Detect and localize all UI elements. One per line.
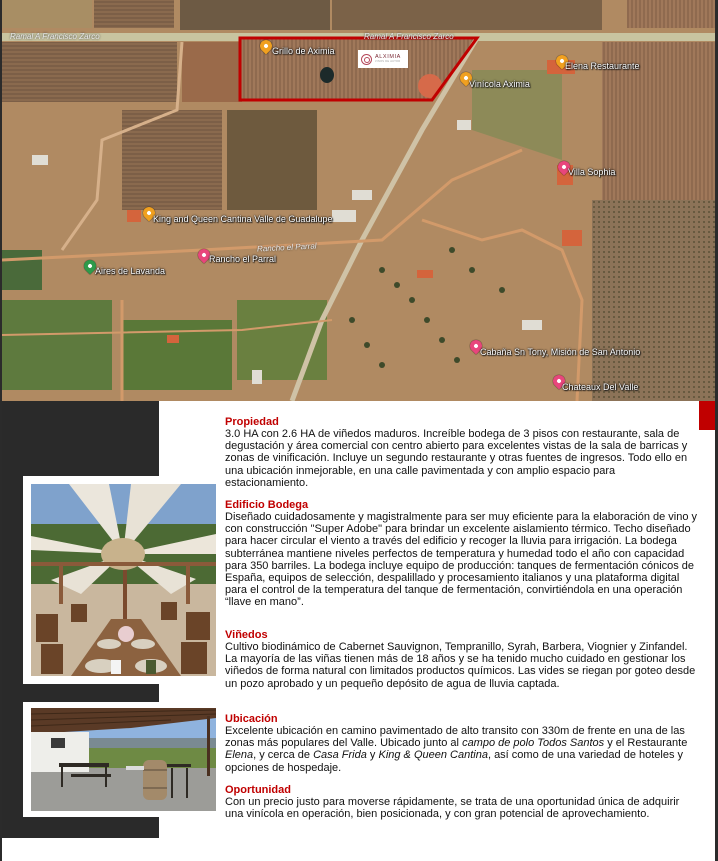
text-run: y — [366, 749, 379, 762]
text-run: , así como de una variedad de hoteles y opciones de hospedaje. — [225, 749, 684, 774]
section-body: 3.0 HA con 2.6 HA de viñedos maduros. Increíble bodega de 3 pisos con restaurante, sala de degustación y área comercial con centro abierto para excelentes vistas de la sala de barricas y zonas de vinificación. Incluye un segundo restaurante y otras fuentes de ingresos. Todo ello en una ubicación inmejorable, en una calle pavimentada y con amplio espacio para estacionamiento. — [225, 428, 688, 489]
emphasis-text: Elena — [225, 749, 254, 762]
road-label: Ramal A Francisco Zarco — [364, 32, 454, 41]
section-vinedos — [225, 629, 699, 690]
place-label[interactable]: Aires de Lavanda — [95, 266, 166, 276]
emphasis-text: Casa Frida — [313, 749, 367, 762]
event-dining-photo — [31, 484, 216, 676]
aximia-logo — [358, 50, 408, 68]
brochure-page — [2, 0, 715, 861]
section-title: Propiedad — [225, 416, 279, 428]
road-label: Ramal A Francisco Zarco — [10, 32, 100, 41]
section-body — [225, 725, 699, 774]
emphasis-text: campo de polo Todos Santos — [462, 737, 605, 750]
place-label[interactable]: King and Queen Cantina Valle de Guadalupe — [153, 214, 333, 224]
text-run: y el Restaurante — [604, 737, 688, 750]
place-label[interactable]: Chateaux Del Valle — [562, 382, 639, 392]
place-label[interactable]: Vinícola Aximia — [469, 79, 530, 89]
logo-text: ALXIMIA — [375, 53, 401, 60]
section-title: Edificio Bodega — [225, 499, 309, 511]
section-title: Ubicación — [225, 713, 278, 725]
section-title: Oportunidad — [225, 784, 291, 796]
place-label[interactable]: Rancho el Parral — [209, 254, 277, 264]
section-propiedad — [225, 416, 699, 489]
place-label[interactable]: Elena Restaurante — [565, 61, 640, 71]
place-label[interactable]: Cabaña Sn Tony, Misión de San Antonio — [480, 347, 641, 357]
photo-frame — [23, 702, 216, 817]
logo-tagline: VINOS DE AUTOR — [375, 60, 401, 64]
section-title: Viñedos — [225, 629, 268, 641]
section-oportunidad — [225, 784, 699, 820]
section-body: Con un precio justo para moverse rápidamente, se trata de una oportunidad única de adquirir una vinícola en operación, bien posicionada, y con gran potencial de aprovechamiento. — [225, 796, 680, 821]
place-label[interactable]: Villa Sophia — [568, 167, 616, 177]
photo-frame — [23, 476, 216, 684]
emphasis-text: King & Queen Cantina — [378, 749, 488, 762]
text-run: , y cerca de — [253, 749, 314, 762]
text-run: Excelente ubicación en camino pavimentado de alto transito con 330m de frente en una de las zonas más populares del Valle. Ubicado junto al — [225, 725, 685, 750]
section-ubicacion — [225, 713, 699, 774]
road-label: Rancho el Parral — [256, 241, 317, 254]
place-label[interactable]: Grillo de Aximia — [272, 46, 335, 56]
section-body: Cultivo biodinámico de Cabernet Sauvignon, Tempranillo, Syrah, Barbera, Viognier y Zinfandel. La mayoría de las viñas tienen más de 18 años y se ha tenido mucho cuidado en gestionar los viñedos de forma natural con limitados productos químicos. Las vides se riegan por goteo desde un pozo aprobado y un pequeño depósito de agua de lluvia captada. — [225, 641, 696, 690]
section-body: Diseñado cuidadosamente y magistralmente para ser muy eficiente para la elaboración de vino y con construcción "Super Adobe" para brindar un excelente aislamiento térmico. Techo diseñado para hacer circular el viento a través del edificio y recoger la lluvia para irrigación. La bodega subterránea mantiene niveles perfectos de temperatura y humedad todo el año con capacidad para 350 barriles. La bodega incluye equipo de producción: tanques de fermentación cónicos de España, equipos de selección, despalillado y procesamiento italianos y una plataforma digital para el control de la temperatura del tanque de fermentación, convirtiéndola en una operación “llave en mano”. — [225, 511, 698, 609]
logo-emblem-icon — [361, 54, 372, 65]
red-accent-block — [699, 401, 715, 430]
section-edificio-bodega — [225, 499, 699, 609]
satellite-map — [2, 0, 715, 401]
pergola-seating-photo — [31, 708, 216, 811]
